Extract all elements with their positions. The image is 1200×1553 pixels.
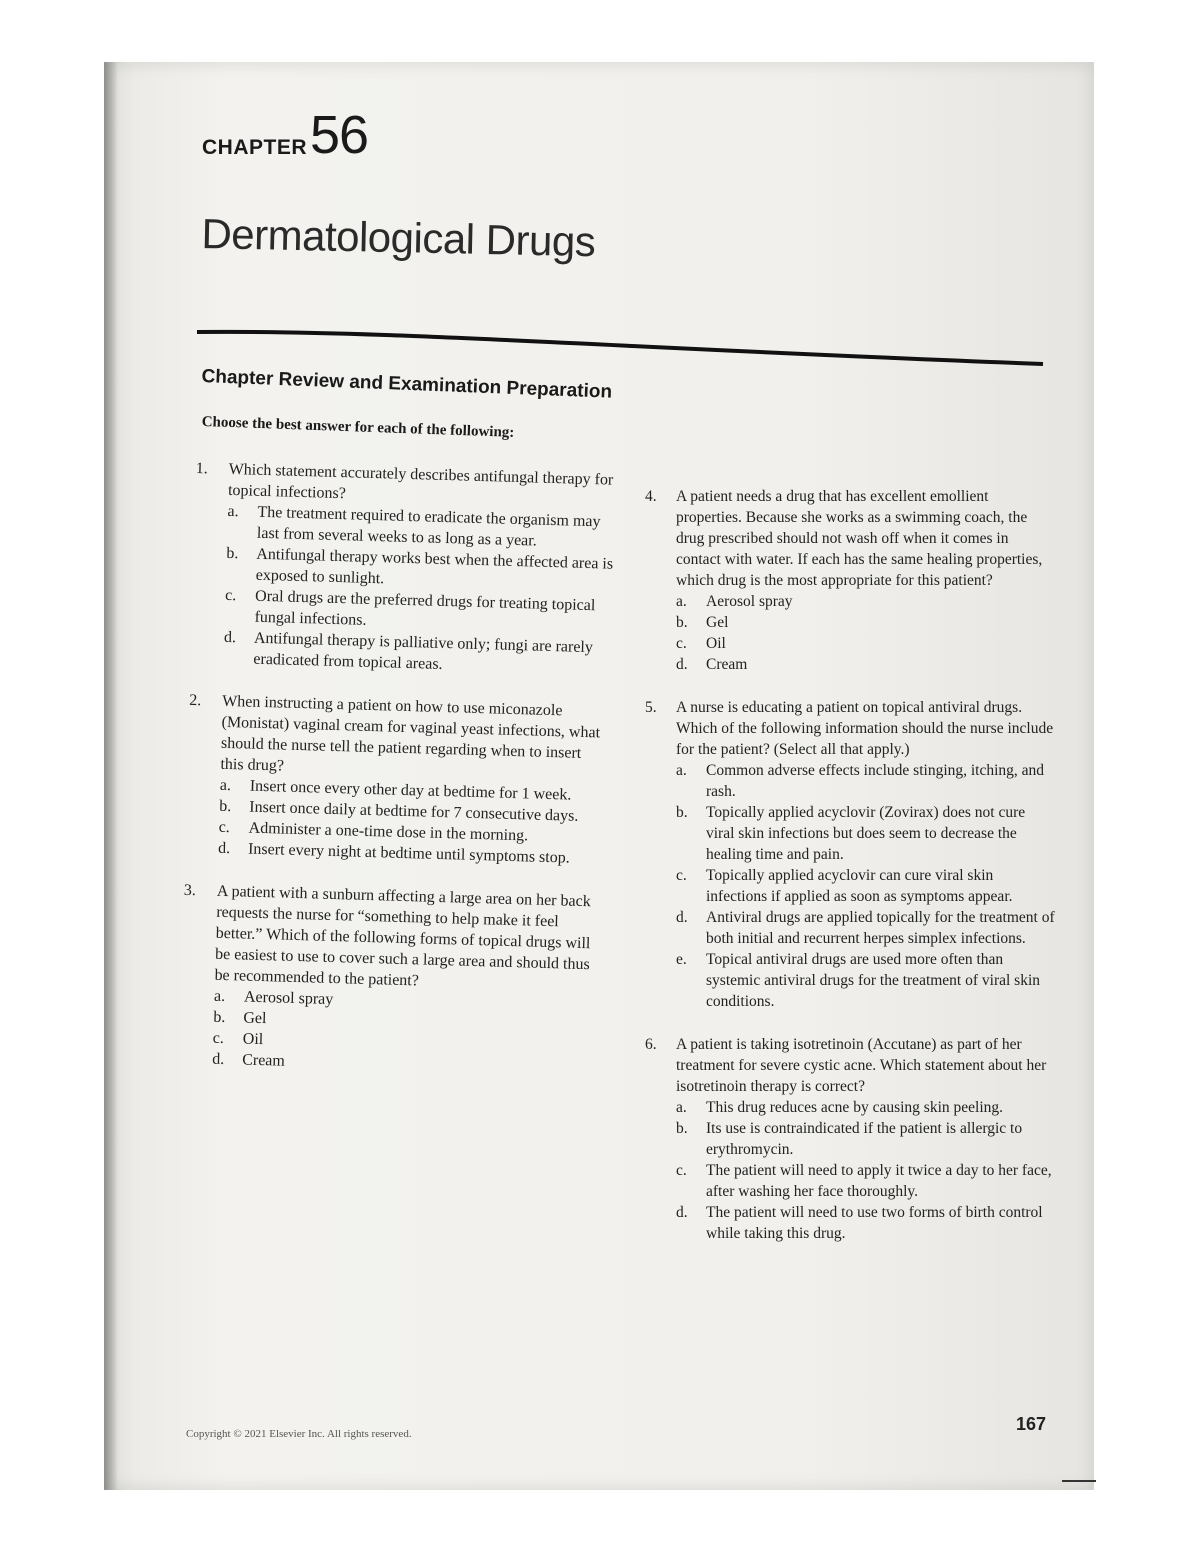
option-text: Topically applied acyclovir can cure viral skin infections if applied as soon as symptoms appear. <box>706 867 1013 905</box>
option-b <box>676 612 1055 633</box>
option-text: Topical antiviral drugs are used more often than systemic antiviral drugs for the treatment of viral skin conditions. <box>706 951 1041 1010</box>
option-text: Insert every night at bedtime until symptoms stop. <box>247 840 570 867</box>
option-c <box>676 865 1055 907</box>
question-text: When instructing a patient on how to use miconazole (Monistat) vaginal cream for vaginal yeast infections, what should the nurse tell the patient regarding when to insert this drug? <box>220 692 601 775</box>
question-3 <box>179 880 604 1081</box>
option-text: Antiviral drugs are applied topically for the treatment of both initial and recurrent herpes simplex infections. <box>706 909 1055 947</box>
option-d <box>676 1202 1055 1244</box>
question-4 <box>645 486 1055 675</box>
option-text: Common adverse effects include stinging, itching, and rash. <box>706 762 1045 800</box>
option-text: Gel <box>243 1009 267 1028</box>
option-b <box>676 802 1055 865</box>
question-text: A patient with a sunburn affecting a large area on her back requests the nurse for “something to help make it feel better.” Which of the following forms of topical drugs will be easiest to use to cover such a large area and should thus be recommended to the patient? <box>214 882 591 990</box>
option-e <box>676 949 1055 1012</box>
option-text: Oil <box>242 1030 264 1049</box>
option-letter: b. <box>676 804 688 821</box>
option-text: Antifungal therapy is palliative only; fungi are rarely eradicated from topical areas. <box>253 629 594 673</box>
option-c <box>676 633 1055 654</box>
question-text: A patient is taking isotretinoin (Accutane) as part of her treatment for severe cystic acne. Which statement about her isotretinoin therapy is correct? <box>676 1036 1047 1095</box>
option-a <box>676 591 1055 612</box>
option-a <box>676 1097 1055 1118</box>
option-letter: c. <box>212 1029 225 1048</box>
option-a <box>676 760 1055 802</box>
question-number: 4. <box>645 488 657 505</box>
option-letter: b. <box>676 1120 688 1137</box>
option-letter: a. <box>213 987 226 1006</box>
option-letter: a. <box>227 502 239 521</box>
option-text: Cream <box>706 656 748 673</box>
instructions: Choose the best answer for each of the following: <box>201 414 515 441</box>
option-letter: d. <box>211 1050 225 1069</box>
question-number: 2. <box>188 691 202 710</box>
option-text: Insert once every other day at bedtime for 1 week. <box>249 777 572 804</box>
option-d <box>676 654 1055 675</box>
question-number: 1. <box>195 459 208 478</box>
right-column <box>645 486 1055 1266</box>
chapter-title: Dermatological Drugs <box>201 210 596 266</box>
option-text: Topically applied acyclovir (Zovirax) does not cure viral skin infections but does seem to decrease the healing time and pain. <box>706 804 1026 863</box>
option-letter: c. <box>218 818 231 837</box>
option-text: Antifungal therapy works best when the affected area is exposed to sunlight. <box>255 545 614 588</box>
option-text: This drug reduces acne by causing skin peeling. <box>706 1099 1003 1116</box>
question-2 <box>185 690 610 870</box>
page-number: 167 <box>1016 1414 1047 1434</box>
option-letter: d. <box>676 909 688 926</box>
option-letter: b. <box>213 1008 226 1027</box>
option-letter: e. <box>676 951 687 968</box>
option-text: Oral drugs are the preferred drugs for treating topical fungal infections. <box>254 587 596 629</box>
section-title: Chapter Review and Examination Preparation <box>201 366 613 403</box>
option-d <box>676 907 1055 949</box>
option-letter: a. <box>676 1099 687 1116</box>
chapter-label: CHAPTER <box>202 136 308 159</box>
option-text: Its use is contraindicated if the patient is allergic to erythromycin. <box>706 1120 1023 1158</box>
question-text: A patient needs a drug that has excellent emollient properties. Because she works as a swimming coach, the drug prescribed should not wash off when it comes in contact with water. If each has the same healing properties, which drug is the most appropriate for this patient? <box>676 488 1043 589</box>
option-letter: c. <box>676 635 687 652</box>
option-text: Cream <box>241 1051 286 1070</box>
option-letter: d. <box>676 1204 688 1221</box>
option-letter: a. <box>219 776 232 795</box>
option-c <box>676 1160 1055 1202</box>
option-letter: a. <box>676 593 687 610</box>
option-letter: d. <box>217 839 231 858</box>
option-letter: b. <box>219 797 232 816</box>
question-6 <box>645 1034 1055 1244</box>
question-number: 5. <box>645 699 657 716</box>
question-text: Which statement accurately describes antifungal therapy for topical infections? <box>227 460 614 503</box>
option-letter: c. <box>676 867 687 884</box>
corner-mark <box>1062 1480 1096 1482</box>
option-letter: c. <box>224 586 237 605</box>
option-letter: b. <box>226 544 239 563</box>
option-text: The patient will need to apply it twice a day to her face, after washing her face thoroughly. <box>706 1162 1052 1200</box>
option-text: Gel <box>706 614 729 631</box>
left-column <box>178 458 616 1102</box>
option-text: Insert once daily at bedtime for 7 consecutive days. <box>249 798 579 825</box>
option-text: The patient will need to use two forms of birth control while taking this drug. <box>706 1204 1043 1242</box>
option-letter: c. <box>676 1162 687 1179</box>
question-1 <box>190 458 616 680</box>
option-letter: d. <box>223 628 237 647</box>
copyright-notice: Copyright © 2021 Elsevier Inc. All rights reserved. <box>186 1428 412 1440</box>
option-letter: a. <box>676 762 687 779</box>
question-text: A nurse is educating a patient on topical antiviral drugs. Which of the following information should the nurse include for the patient? (Select all that apply.) <box>676 699 1054 758</box>
chapter-number: 56 <box>310 105 369 165</box>
option-text: Oil <box>706 635 726 652</box>
option-letter: d. <box>676 656 688 673</box>
question-number: 6. <box>645 1036 657 1053</box>
question-number: 3. <box>183 881 197 900</box>
option-text: Administer a one-time dose in the morning. <box>248 819 529 845</box>
option-text: Aerosol spray <box>243 988 334 1009</box>
option-letter: b. <box>676 614 688 631</box>
option-text: Aerosol spray <box>706 593 793 610</box>
option-b <box>676 1118 1055 1160</box>
question-5 <box>645 697 1055 1012</box>
option-text: The treatment required to eradicate the organism may last from several weeks to as long as a year. <box>256 503 601 550</box>
